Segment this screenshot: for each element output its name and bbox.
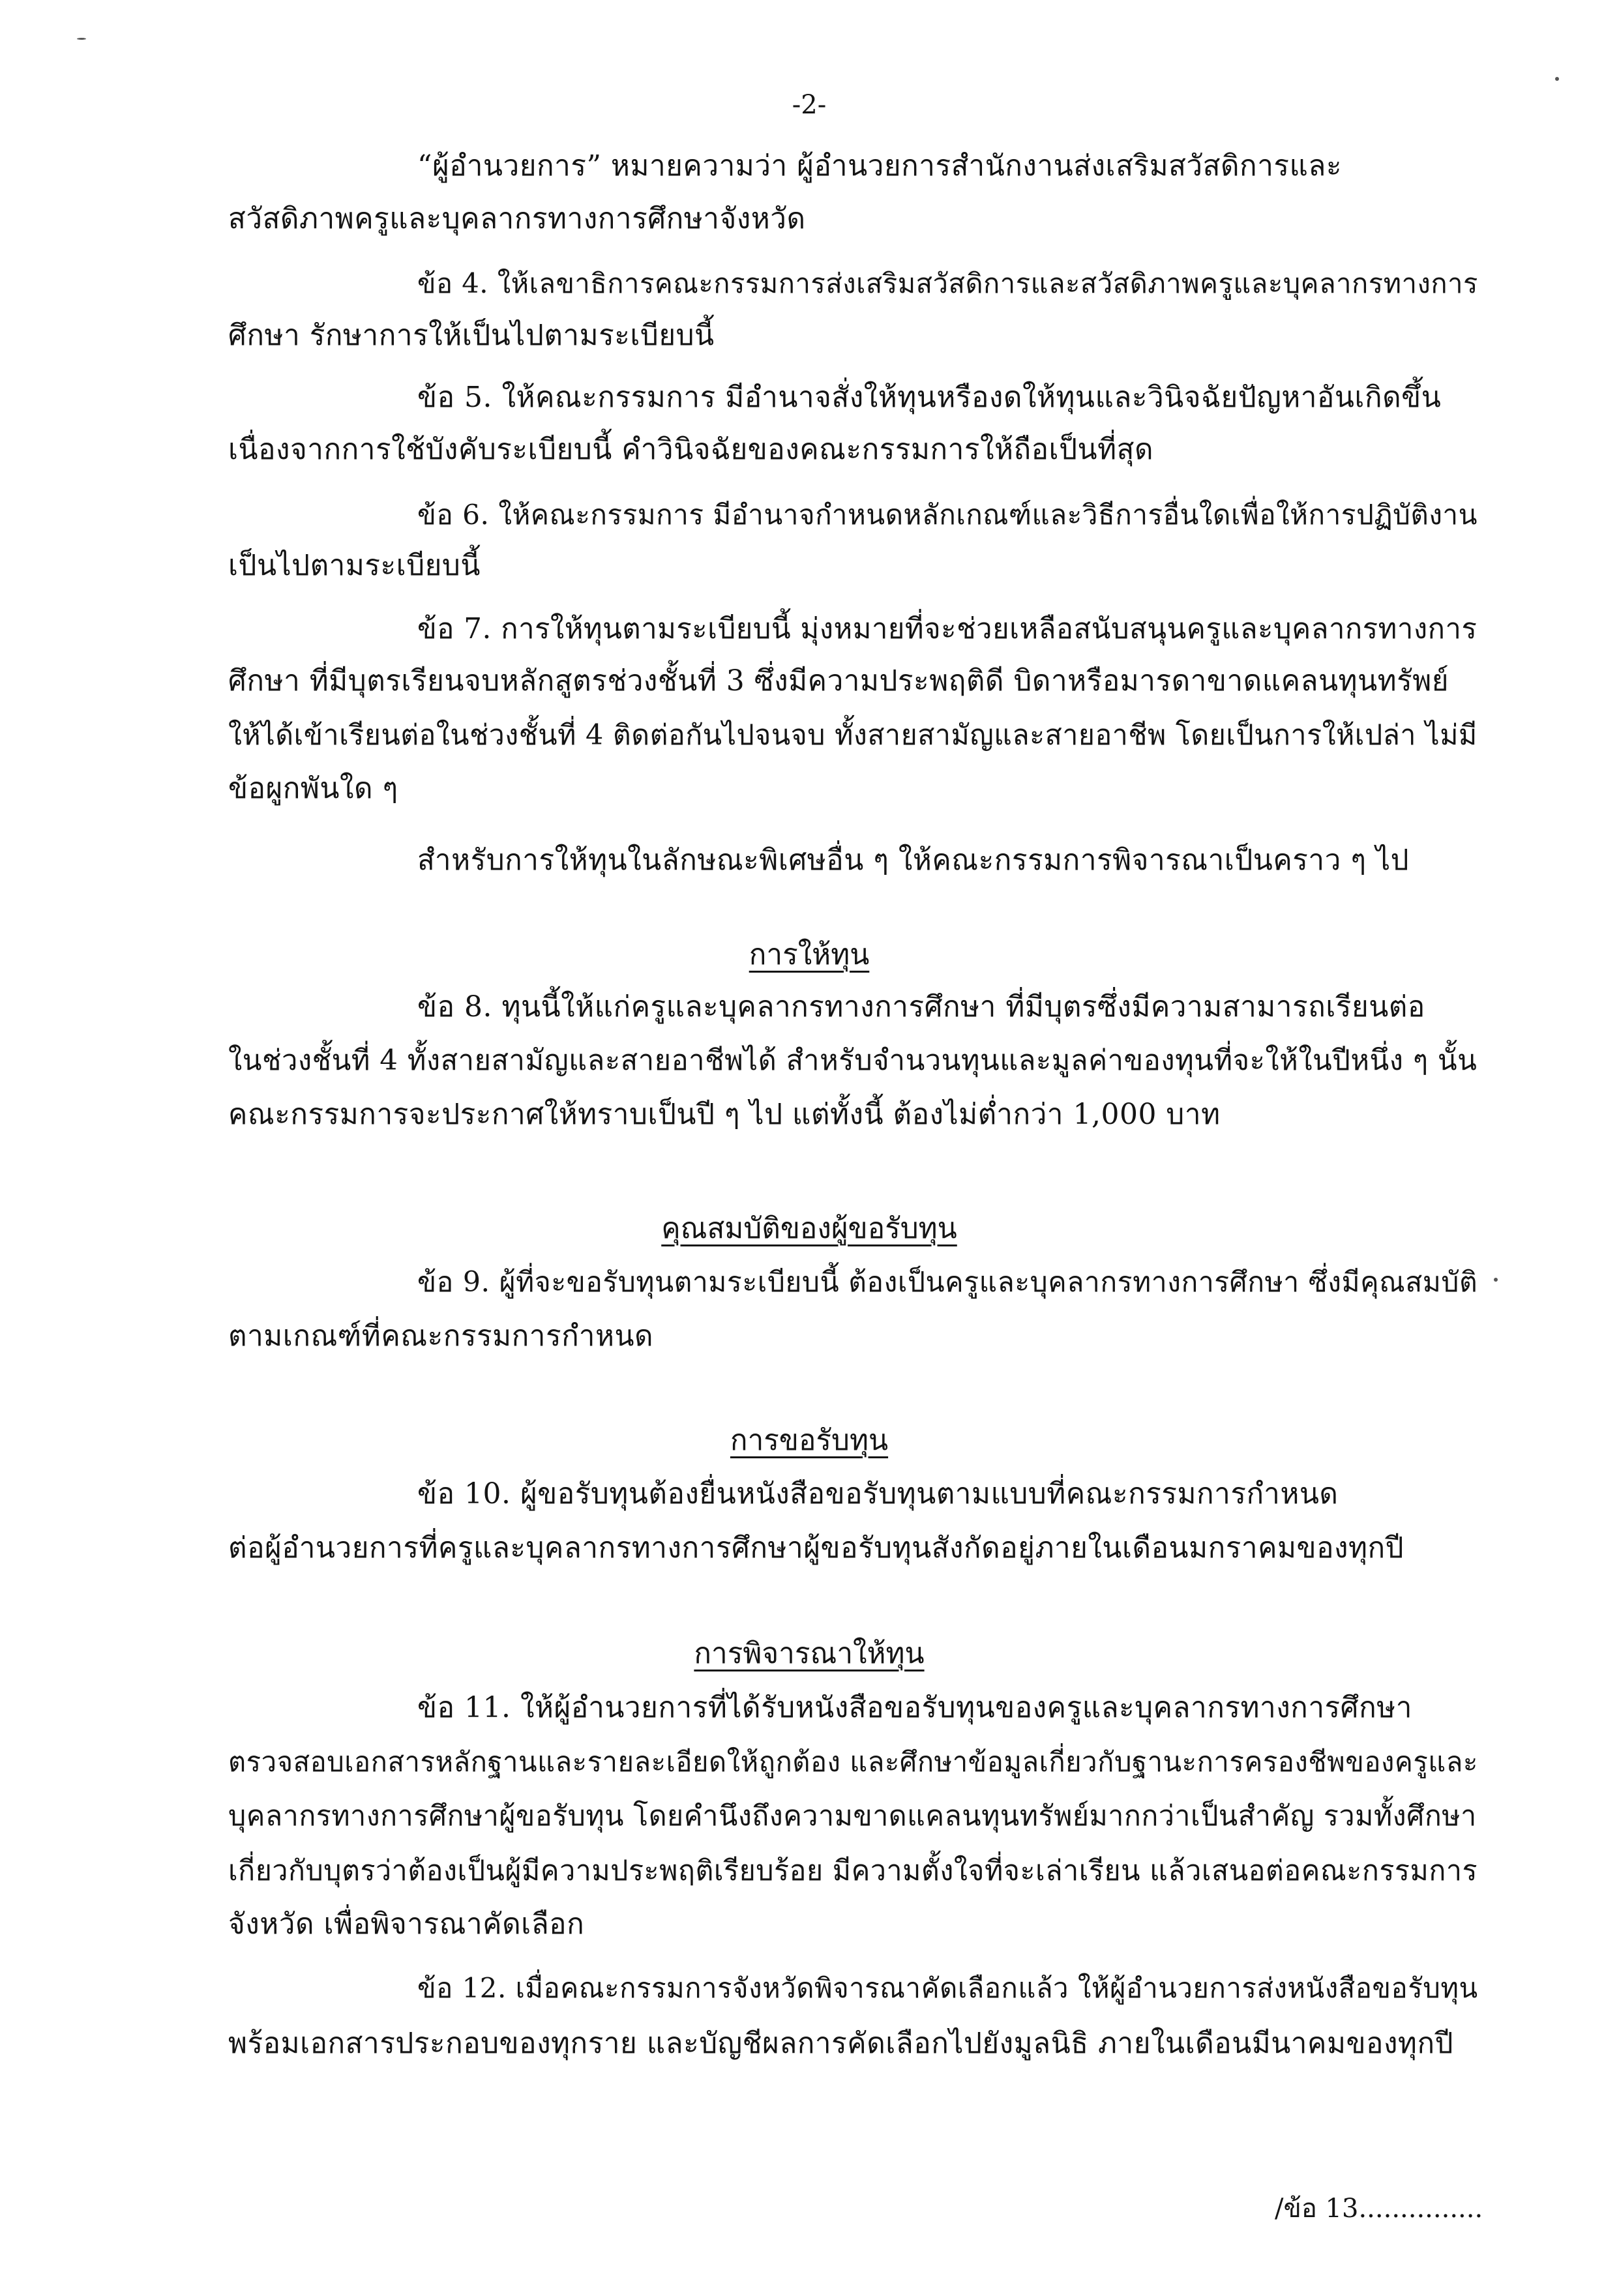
clause-5-line: ข้อ 5. ให้คณะกรรมการ มีอำนาจสั่งให้ทุนหรืองดให้ทุนและวินิจฉัยปัญหาอันเกิดขึ้น <box>417 381 1442 414</box>
clause-4-line: ข้อ 4. ให้เลขาธิการคณะกรรมการส่งเสริมสวัสดิการและสวัสดิภาพครูและบุคลากรทางการ <box>417 267 1478 299</box>
section-heading-application: การขอรับทุน <box>730 1424 889 1457</box>
clause-10-line: ข้อ 10. ผู้ขอรับทุนต้องยื่นหนังสือขอรับทุนตามแบบที่คณะกรรมการกำหนด <box>417 1477 1339 1510</box>
clause-7-line: ข้อ 7. การให้ทุนตามระเบียบนี้ มุ่งหมายที่จะช่วยเหลือสนับสนุนครูและบุคลากรทางการ <box>417 613 1478 645</box>
clause-11-line: ข้อ 11. ให้ผู้อำนวยการที่ได้รับหนังสือขอรับทุนของครูและบุคลากรทางการศึกษา <box>417 1691 1412 1724</box>
clause-9-line: ตามเกณฑ์ที่คณะกรรมการกำหนด <box>228 1319 654 1353</box>
section-heading-grants: การให้ทุน <box>749 938 870 971</box>
clause-5-line: เนื่องจากการใช้บังคับระเบียบนี้ คำวินิจฉัยของคณะกรรมการให้ถือเป็นที่สุด <box>228 433 1154 466</box>
clause-12-line: ข้อ 12. เมื่อคณะกรรมการจังหวัดพิจารณาคัดเลือกแล้ว ให้ผู้อำนวยการส่งหนังสือขอรับทุน <box>417 1972 1478 2004</box>
clause-6-line: เป็นไปตามระเบียบนี้ <box>228 549 481 582</box>
clause-12-line: พร้อมเอกสารประกอบของทุกราย และบัญชีผลการคัดเลือกไปยังมูลนิธิ ภายในเดือนมีนาคมของทุกปี <box>228 2027 1454 2060</box>
special-grant-line: สำหรับการให้ทุนในลักษณะพิเศษอื่น ๆ ให้คณะกรรมการพิจารณาเป็นคราว ๆ ไป <box>417 844 1409 877</box>
clause-7-line: ข้อผูกพันใด ๆ <box>228 772 398 805</box>
clause-11-line: เกี่ยวกับบุตรว่าต้องเป็นผู้มีความประพฤติเรียบร้อย มีความตั้งใจที่จะเล่าเรียน แล้วเสนอต่อคณะกรรมการ <box>228 1855 1478 1887</box>
clause-11-line: จังหวัด เพื่อพิจารณาคัดเลือก <box>228 1907 585 1941</box>
page-number: -2- <box>792 90 827 120</box>
clause-8-line: ในช่วงชั้นที่ 4 ทั้งสายสามัญและสายอาชีพได้ สำหรับจำนวนทุนและมูลค่าของทุนที่จะให้ในปีหนึ่ง ๆ นั้น <box>228 1044 1478 1077</box>
continuation-note: /ข้อ 13............... <box>1275 2194 1483 2224</box>
clause-4-line: ศึกษา รักษาการให้เป็นไปตามระเบียบนี้ <box>228 319 715 352</box>
paragraph-line: สวัสดิภาพครูและบุคลากรทางการศึกษาจังหวัด <box>228 202 806 235</box>
clause-8-line: ข้อ 8. ทุนนี้ให้แก่ครูและบุคลากรทางการศึกษา ที่มีบุตรซึ่งมีความสามารถเรียนต่อ <box>417 990 1425 1023</box>
clause-7-line: ศึกษา ที่มีบุตรเรียนจบหลักสูตรช่วงชั้นที่ 3 ซึ่งมีความประพฤติดี บิดาหรือมารดาขาดแคลนทุนทรัพย์ <box>228 664 1449 698</box>
clause-8-line: คณะกรรมการจะประกาศให้ทราบเป็นปี ๆ ไป แต่ทั้งนี้ ต้องไม่ต่ำกว่า 1,000 บาท <box>228 1098 1221 1131</box>
clause-9-line: ข้อ 9. ผู้ที่จะขอรับทุนตามระเบียบนี้ ต้องเป็นครูและบุคลากรทางการศึกษา ซึ่งมีคุณสมบัติ <box>417 1266 1478 1299</box>
clause-10-line: ต่อผู้อำนวยการที่ครูและบุคลากรทางการศึกษาผู้ขอรับทุนสังกัดอยู่ภายในเดือนมกราคมของทุกปี <box>228 1531 1404 1565</box>
clause-7-line: ให้ได้เข้าเรียนต่อในช่วงชั้นที่ 4 ติดต่อกันไปจนจบ ทั้งสายสามัญและสายอาชีพ โดยเป็นการให้เปล่า ไม่มี <box>228 719 1478 752</box>
section-heading-qualifications: คุณสมบัติของผู้ขอรับทุน <box>661 1212 957 1245</box>
clause-6-line: ข้อ 6. ให้คณะกรรมการ มีอำนาจกำหนดหลักเกณฑ์และวิธีการอื่นใดเพื่อให้การปฏิบัติงาน <box>417 499 1478 531</box>
clause-11-line: ตรวจสอบเอกสารหลักฐานและรายละเอียดให้ถูกต้อง และศึกษาข้อมูลเกี่ยวกับฐานะการครองชีพของครูและ <box>228 1746 1478 1778</box>
section-heading-consideration: การพิจารณาให้ทุน <box>694 1637 925 1670</box>
clause-11-line: บุคลากรทางการศึกษาผู้ขอรับทุน โดยคำนึงถึงความขาดแคลนทุนทรัพย์มากกว่าเป็นสำคัญ รวมทั้งศึกษา <box>228 1800 1477 1832</box>
paragraph-line: “ผู้อำนวยการ” หมายความว่า ผู้อำนวยการสำนักงานส่งเสริมสวัสดิการและ <box>417 149 1342 183</box>
scan-speck <box>1555 77 1559 81</box>
scan-speck <box>77 38 86 40</box>
scan-speck <box>1494 1278 1498 1282</box>
